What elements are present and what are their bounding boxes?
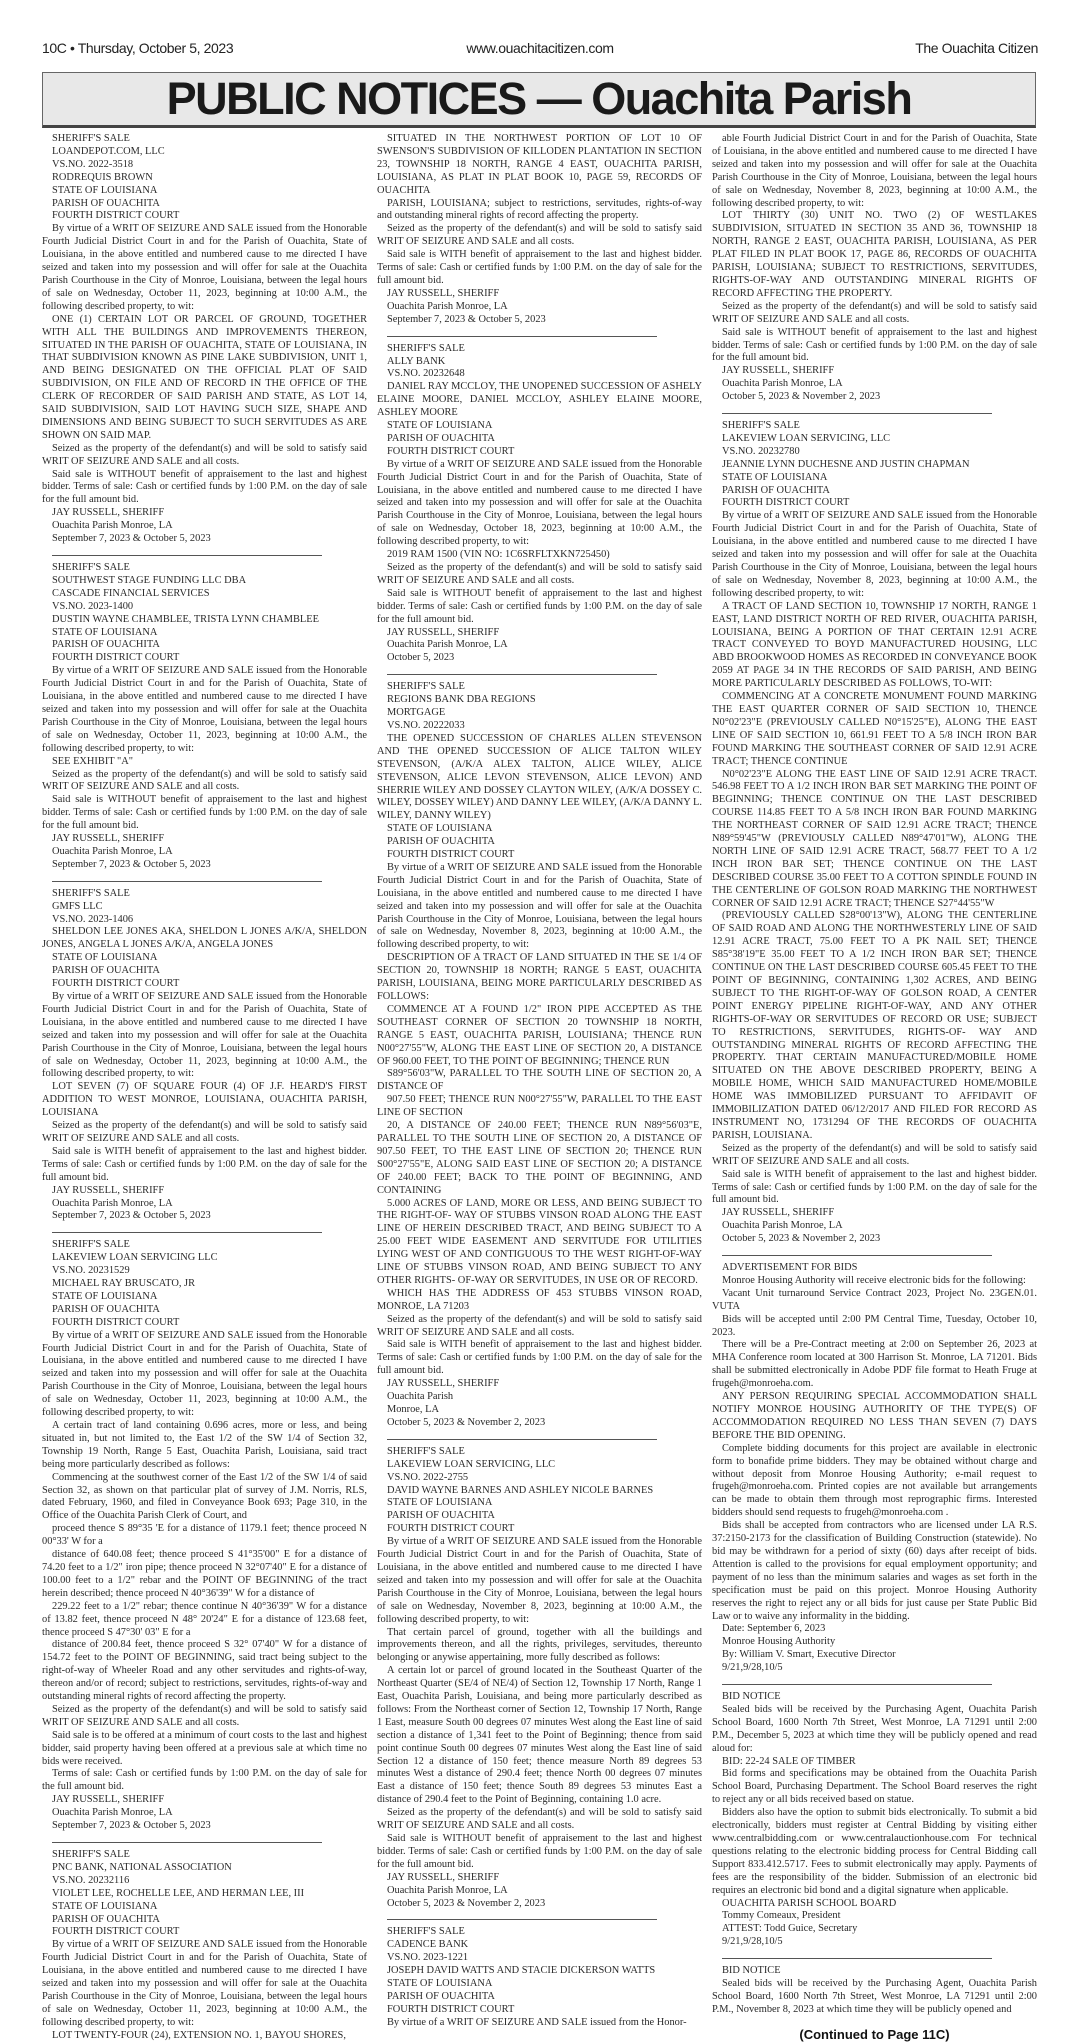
notice-paragraph: DANIEL RAY MCCLOY, THE UNOPENED SUCCESSION OF ASHELY ELAINE MOORE, DANIEL MCCLOY, ASHLEY ELAINE MOORE, ASHLEY MOORE (377, 381, 702, 419)
notice-paragraph: PARISH OF OUACHITA (52, 639, 160, 651)
notice-paragraph: STATE OF LOUISIANA (52, 626, 158, 638)
notice-paragraph: PARISH OF OUACHITA (387, 836, 495, 848)
notice-paragraph: STATE OF LOUISIANA (387, 1497, 493, 1509)
notice-paragraph: VS.NO. 20232780 (722, 445, 800, 457)
notice-paragraph: STATE OF LOUISIANA (387, 823, 493, 835)
notice-paragraph: VS.NO. 2023-1221 (387, 1952, 469, 1964)
notice-divider (52, 555, 322, 556)
notice-paragraph: COMMENCE AT A FOUND 1/2" IRON PIPE ACCEPTED AS THE SOUTHEAST CORNER OF SECTION 20 TOWNSHIP 18 NORTH, RANGE 5 EAST, OUACHITA PARISH, LOUISIANA; THENCE RUN N00°27'55"W, ALONG THE EAST LINE OF SECTION 20, A DISTANCE OF 960.00 FEET, TO THE POINT OF BEGINNING; THENCE RUN (377, 1003, 702, 1067)
notice-paragraph: S89°56'03"W, PARALLEL TO THE SOUTH LINE OF SECTION 20, A DISTANCE OF (377, 1068, 702, 1093)
notice-paragraph: FOURTH DISTRICT COURT (387, 445, 515, 457)
notice-paragraph: Commencing at the southwest corner of the East 1/2 of the SW 1/4 of said Section 32, as shown on that particular plat of survey of J.M. Norris, RLS, dated February, 1960, and filed in Conveyance Book 693; Page 310, in the Office of the Ouachita Parish Clerk of Court, and (42, 1471, 367, 1522)
notice-paragraph: That certain parcel of ground, together with all the buildings and improvements thereon, and all the rights, privileges, servitudes, thereunto belonging or anywise appertaining, more fully described as follows: (377, 1626, 702, 1664)
notice-paragraph: ADVERTISEMENT FOR BIDS (722, 1262, 858, 1274)
notice-paragraph: September 7, 2023 & October 5, 2023 (52, 1820, 211, 1832)
notice-paragraph: PARISH OF OUACHITA (387, 432, 495, 444)
notice-paragraph: SHERIFF'S SALE (387, 681, 465, 693)
notice-paragraph: JAY RUSSELL, SHERIFF (722, 365, 835, 377)
notice-paragraph: LAKEVIEW LOAN SERVICING, LLC (387, 1458, 556, 1470)
notice-paragraph: Ouachita Parish (387, 1391, 454, 1403)
notice-paragraph: Ouachita Parish Monroe, LA (387, 639, 508, 651)
notice-paragraph: Vacant Unit turnaround Service Contract 2023, Project No. 23GEN.01. VUTA (712, 1287, 1037, 1312)
notice-divider (387, 1919, 657, 1920)
notice-paragraph: By virtue of a WRIT OF SEIZURE AND SALE issued from the Honorable Fourth Judicial District Court in and for the Parish of Ouachita, State of Louisiana, in the above entitled and numbered cause to me directed I have seized and taken into my possession and will offer for sale at the Ouachita Parish Courthouse in the City of Monroe, Louisiana, between the legal hours of sale on Wednesday, October 11, 2023, beginning at 10:00 A.M., the following described property, to wit: (42, 1939, 367, 2028)
notice-paragraph: PARISH OF OUACHITA (722, 484, 830, 496)
page-date: 10C • Thursday, October 5, 2023 (42, 40, 234, 56)
notice-paragraph: CADENCE BANK (387, 1939, 469, 1951)
notice-paragraph: JAY RUSSELL, SHERIFF (52, 507, 165, 519)
notice-paragraph: Ouachita Parish Monroe, LA (722, 378, 843, 390)
notice-paragraph: VS.NO. 20222033 (387, 719, 465, 731)
notice-paragraph: distance of 200.84 feet, thence proceed S 32° 07'40" W for a distance of 154.72 feet to the POINT OF BEGINNING, said tract being subject to the right-of-way of Wheeler Road and any other servitudes and rights-of-way, thereon and/or of record; subject to restrictions, servitudes, rights-of-way and outstanding mineral rights of record affecting the property. (42, 1639, 367, 1703)
notice-paragraph: 5.000 ACRES OF LAND, MORE OR LESS, AND BEING SUBJECT TO THE RIGHT-OF- WAY OF STUBBS VINSON ROAD ALONG THE EAST LINE OF HEREIN DESCRIBED TRACT, AND BEING SUBJECT TO A 25.00 FEET WIDE EASEMENT AND SERVITUDE FOR UTILITIES LYING WEST OF AND CONTIGUOUS TO THE WEST RIGHT-OF-WAY LINE OF STUBBS VINSON ROAD, AND BEING SUBJECT TO ANY OTHER RIGHTS- OF-WAY OR SERVITUDES, IN USE OR OF RECORD. (377, 1197, 702, 1286)
notice-paragraph: SITUATED IN THE NORTHWEST PORTION OF LOT 10 OF SWENSON'S SUBDIVISION OF KILLODEN PLANTATION IN SECTION 23, TOWNSHIP 18 NORTH, RANGE 4 EAST, OUACHITA PARISH, LOUISIANA, AS PLAT IN PLAT BOOK 10, PAGE 59, RECORDS OF OUACHITA (377, 133, 702, 196)
notice-paragraph: Said sale is WITHOUT benefit of appraisement to the last and highest bidder. Terms of sale: Cash or certified funds by 1:00 P.M. on the day of sale for the full amount bid. (42, 468, 367, 506)
notice-paragraph: JAY RUSSELL, SHERIFF (387, 626, 500, 638)
notice-paragraph: SHERIFF'S SALE (52, 1849, 130, 1860)
notice-paragraph: STATE OF LOUISIANA (52, 1290, 158, 1302)
notice-divider (722, 1958, 992, 1959)
notice-paragraph: September 7, 2023 & October 5, 2023 (52, 533, 211, 545)
notice-paragraph: Seized as the property of the defendant(s) and will be sold to satisfy said WRIT OF SEIZURE AND SALE and all costs. (42, 442, 367, 467)
notice (42, 888, 367, 1224)
notice-paragraph: By virtue of a WRIT OF SEIZURE AND SALE issued from the Honorable Fourth Judicial District Court in and for the Parish of Ouachita, State of Louisiana, in the above entitled and numbered cause to me directed I have seized and taken into my possession and will offer for sale at the Ouachita Parish Courthouse in the City of Monroe, Louisiana, between the legal hours of sale on Wednesday, November 8, 2023, beginning at 10:00 A.M., the following described property, to wit: (377, 861, 702, 951)
notice-paragraph: Said sale is to be offered at a minimum of court costs to the last and highest bidder, said property having been offered at a previous sale at which time no bids were received. (42, 1729, 367, 1767)
notice-paragraph: By virtue of a WRIT OF SEIZURE AND SALE issued from the Honorable Fourth Judicial District Court in and for the Parish of Ouachita, State of Louisiana, in the above entitled and numbered cause to me directed I have seized and taken into my possession and will offer for sale at the Ouachita Parish Courthouse in the City of Monroe, Louisiana, between the legal hours of sale on Wednesday, November 8, 2023, beginning at 10:00 A.M., the following described property, to wit: (377, 1536, 702, 1625)
notice-paragraph: A certain lot or parcel of ground located in the Southeast Quarter of the Northeast Quarter (SE/4 of NE/4) of Section 12, Township 17 North, Range 1 East, Ouachita Parish, Louisiana, and being more particularly described as follows: From the Northeast corner of Section 12, Township 17 North, Range 1 East, measure South 00 degrees 07 minutes West along the East line of said section a distance of 1,341 feet to the Point of Beginning; thence from said point continue South 00 degrees 07 minutes West along the East line of said Section 12 a distance of 150 feet; thence measure North 89 degrees 53 minutes West a distance of 290.4 feet; thence North 00 degrees 07 minutes East a distance of 150 feet; thence South 89 degrees 53 minutes East a distance of 290.4 feet to the Point of Beginning, containing 1.0 acre. (377, 1665, 702, 1806)
notice-paragraph: BID NOTICE (722, 1691, 781, 1703)
section-banner (42, 72, 1036, 128)
notice-paragraph: PARISH OF OUACHITA (387, 1990, 495, 2002)
publication-name: The Ouachita Citizen (915, 40, 1038, 56)
notice-paragraph: COMMENCING AT A CONCRETE MONUMENT FOUND MARKING THE EAST QUARTER CORNER OF SAID SECTION 10, THENCE N0°02'23"E (PREVIOUSLY CALLED N0°15'25"E), ALONG THE EAST LINE OF SAID SECTION 10, 661.91 FEET TO A 5/8 INCH IRON BAR FOUND MARKING THE SOUTHEAST CORNER OF SAID 12.91 ACRE TRACT; THENCE CONTINUE (712, 691, 1037, 767)
notice-divider (52, 1232, 322, 1233)
notice-paragraph: JEANNIE LYNN DUCHESNE AND JUSTIN CHAPMAN (722, 458, 970, 470)
notice-paragraph: 907.50 FEET; THENCE RUN N00°27'55"W, PARALLEL TO THE EAST LINE OF SECTION (377, 1094, 702, 1119)
notice-paragraph: JAY RUSSELL, SHERIFF (52, 1184, 165, 1196)
masthead (42, 40, 1038, 60)
notice-paragraph: SHERIFF'S SALE (52, 562, 130, 573)
notice-paragraph: LOT TWENTY-FOUR (24), EXTENSION NO. 1, BAYOU SHORES, (52, 2029, 346, 2041)
notice-divider (722, 1255, 992, 1256)
notice-paragraph: Seized as the property of the defendant(s) and will be sold to satisfy said WRIT OF SEIZURE AND SALE and all costs. (42, 1703, 367, 1728)
notice-paragraph: STATE OF LOUISIANA (52, 184, 158, 196)
notice-paragraph: JOSEPH DAVID WATTS AND STACIE DICKERSON WATTS (387, 1965, 656, 1977)
notice-paragraph: JAY RUSSELL, SHERIFF (387, 1871, 500, 1883)
notice-paragraph: JAY RUSSELL, SHERIFF (722, 1207, 835, 1219)
notice-paragraph: THE OPENED SUCCESSION OF CHARLES ALLEN STEVENSON AND THE OPENED SUCCESSION OF ALICE TALTON WILEY STEVENSON, (A/K/A ALEX TALTON, ALICE WILEY, ALICE STEVENSON, ALICE LEVON STEVENSON, ALICE LEVON) AND SHERRIE WILEY AND DOSSEY CLAYTON WILEY, (A/K/A DOSSEY C. WILEY, DOSSEY WILEY) AND DANNY LEE WILEY, (A/K/A DANNY L. WILEY, DANNY WILEY) (377, 732, 702, 822)
notice-paragraph: PARISH OF OUACHITA (52, 1303, 160, 1315)
notice-paragraph: October 5, 2023 & November 2, 2023 (387, 1897, 546, 1909)
website-link[interactable]: www.ouachitacitizen.com (466, 40, 614, 56)
notice-paragraph: LOT SEVEN (7) OF SQUARE FOUR (4) OF J.F. HEARD'S FIRST ADDITION TO WEST MONROE, LOUISIANA, OUACHITA PARISH, LOUISIANA (42, 1081, 367, 1119)
notice-paragraph: Seized as the property of the defendant(s) and will be sold to satisfy said WRIT OF SEIZURE AND SALE and all costs. (712, 300, 1037, 325)
notice-paragraph: VS.NO. 20232648 (387, 368, 465, 380)
notice-paragraph: Bid forms and specifications may be obtained from the Ouachita Parish School Board, Purchasing Department. The School Board reserves the right to reject any or all bids received based on statue. (712, 1768, 1037, 1806)
column-1 (42, 133, 367, 2043)
notice-paragraph: By virtue of a WRIT OF SEIZURE AND SALE issued from the Honorable Fourth Judicial District Court in and for the Parish of Ouachita, State of Louisiana, in the above entitled and numbered cause to me directed I have seized and taken into my possession and will offer for sale at the Ouachita Parish Courthouse in the City of Monroe, Louisiana, between the legal hours of sale on Wednesday, October 18, 2023, beginning at 10:00 A.M., the following described property, to wit: (377, 458, 702, 548)
notice-paragraph: BID NOTICE (722, 1965, 781, 1977)
notice-paragraph: Bidders also have the option to submit bids electronically. To submit a bid electronically, bidders must register at Central Bidding by visiting either www.centralbidding.com or www.centralauctionhouse.com For technical questions relating to the electronic bidding process for Central Bidding call Support 833.412.5717. Fees to submit electronically may apply. Payments of fees are the responsibility of the bidder. Submission of an electronic bid requires an electronic bid bond and a digital signature when applicable. (712, 1807, 1037, 1896)
notice-paragraph: Ouachita Parish Monroe, LA (52, 1197, 173, 1209)
notice-paragraph: FOURTH DISTRICT COURT (387, 849, 515, 861)
notice-paragraph: October 5, 2023 & November 2, 2023 (722, 391, 881, 403)
notice-paragraph: JAY RUSSELL, SHERIFF (52, 1794, 165, 1806)
notice-paragraph: FOURTH DISTRICT COURT (52, 1316, 180, 1328)
notice-paragraph: October 5, 2023 & November 2, 2023 (722, 1233, 881, 1245)
notice-paragraph: FOURTH DISTRICT COURT (52, 652, 180, 664)
notice-paragraph: OUACHITA PARISH SCHOOL BOARD (722, 1897, 897, 1909)
notice-paragraph: By virtue of a WRIT OF SEIZURE AND SALE issued from the Honorable Fourth Judicial District Court in and for the Parish of Ouachita, State of Louisiana, in the above entitled and numbered cause to me directed I have seized and taken into my possession and will offer for sale at the Ouachita Parish Courthouse in the City of Monroe, Louisiana, between the legal hours of sale on Wednesday, October 11, 2023, beginning at 10:00 A.M., the following described property, to wit: (42, 991, 367, 1080)
notice-paragraph: Seized as the property of the defendant(s) and will be sold to satisfy said WRIT OF SEIZURE AND SALE and all costs. (42, 768, 367, 793)
notice-paragraph: 2019 RAM 1500 (VIN NO: 1C6SRFLTXKN725450) (387, 549, 610, 561)
notice-paragraph: FOURTH DISTRICT COURT (387, 2003, 515, 2015)
notice-paragraph: October 5, 2023 & November 2, 2023 (387, 1416, 546, 1428)
notice-paragraph: Said sale is WITH benefit of appraisement to the last and highest bidder. Terms of sale: Cash or certified funds by 1:00 P.M. on the day of sale for the full amount bid. (42, 1145, 367, 1183)
notice-paragraph: VIOLET LEE, ROCHELLE LEE, AND HERMAN LEE, III (52, 1887, 305, 1899)
notice-paragraph: SHERIFF'S SALE (52, 133, 130, 144)
notice-paragraph: JAY RUSSELL, SHERIFF (52, 833, 165, 845)
notice (712, 420, 1037, 1246)
notice-paragraph: SOUTHWEST STAGE FUNDING LLC DBA (52, 574, 247, 586)
notice-paragraph: MICHAEL RAY BRUSCATO, JR (52, 1278, 195, 1290)
notice-paragraph: LAKEVIEW LOAN SERVICING LLC (52, 1252, 218, 1264)
notice (377, 343, 702, 666)
notice-paragraph: 9/21,9/28,10/5 (722, 1662, 783, 1674)
notice-paragraph: Terms of sale: Cash or certified funds by 1:00 P.M. on the day of sale for the full amount bid. (42, 1768, 367, 1793)
notice-paragraph: DUSTIN WAYNE CHAMBLEE, TRISTA LYNN CHAMBLEE (52, 613, 319, 625)
notice (42, 1849, 367, 2043)
notice (377, 1446, 702, 1911)
notice-paragraph: STATE OF LOUISIANA (52, 1900, 158, 1912)
notice-paragraph: Bids will be accepted until 2:00 PM Central Time, Tuesday, October 10, 2023. (712, 1313, 1037, 1338)
notice-paragraph: DAVID WAYNE BARNES AND ASHLEY NICOLE BARNES (387, 1484, 654, 1496)
notice-paragraph: Seized as the property of the defendant(s) and will be sold to satisfy said WRIT OF SEIZURE AND SALE and all costs. (377, 562, 702, 586)
notice-paragraph: Seized as the property of the defendant(s) and will be sold to satisfy said WRIT OF SEIZURE AND SALE and all costs. (377, 223, 702, 248)
notice (377, 133, 702, 327)
notice-paragraph: FOURTH DISTRICT COURT (52, 1926, 180, 1938)
notice-paragraph: Sealed bids will be received by the Purchasing Agent, Ouachita Parish School Board, 1600 North 7th Street, West Monroe, LA 71291 until 2:00 P.M., December 5, 2023 at which time they will be publicly opened and read aloud for: (712, 1703, 1037, 1754)
notice (712, 133, 1037, 404)
notice (42, 133, 367, 546)
column-3 (712, 133, 1037, 2043)
notice (712, 1965, 1037, 2017)
notice-paragraph: CASCADE FINANCIAL SERVICES (52, 587, 210, 599)
notice-paragraph: (PREVIOUSLY CALLED S28°00'13"W), ALONG THE CENTERLINE OF SAID ROAD AND ALONG THE NORTHWESTERLY LINE OF SAID 12.91 ACRE TRACT, 75.00 FEET TO A PK NAIL SET; THENCE S85°38'19"E 35.00 FEET TO A 1/2 INCH IRON BAR SET; THENCE CONTINUE ON THE LAST DESCRIBED COURSE 605.45 FEET TO THE POINT OF BEGINNING, CONTAINING 1,302 ACRES, AND BEING SUBJECT TO THE RIGHT-OF-WAY OF GOLSON ROAD, A CENTER POINT ENERGY PIPELINE RIGHT-OF-WAY, AND ANY OTHER RIGHTS-OF-WAY OR SERVITUDES OF RECORD OR USE; SUBJECT TO RESTRICTIONS, SERVITUDES, RIGHTS-OF- WAY AND OUTSTANDING MINERAL RIGHTS OF RECORD AFFECTING THE PROPERTY. THAT CERTAIN MANUFACTURED/MOBILE HOME SITUATED ON THE ABOVE DESCRIBED PROPERTY, BEING A MOBILE HOME, WHICH SAID MANUFACTURED HOME/MOBILE HOME WAS IMMOBILIZED PURSUANT TO AFFIDAVIT OF IMMOBILIZATION DATED 06/12/2017 AND FILED FOR RECORD AS INSTRUMENT NO, 1731294 OF THE RECORDS OF OUACHITA PARISH, LOUISIANA. (712, 910, 1037, 1141)
notice-paragraph: SHERIFF'S SALE (52, 1239, 130, 1251)
notice-paragraph: SHERIFF'S SALE (52, 887, 130, 899)
notice-paragraph: Tommy Comeaux, President (722, 1910, 841, 1922)
notice-paragraph: Seized as the property of the defendant(s) and will be sold to satisfy said WRIT OF SEIZURE AND SALE and all costs. (377, 1807, 702, 1832)
notice-paragraph: PARISH OF OUACHITA (52, 197, 160, 209)
notice (42, 562, 367, 872)
notice-paragraph: FOURTH DISTRICT COURT (52, 978, 180, 990)
notice-paragraph: September 7, 2023 & October 5, 2023 (387, 313, 546, 325)
notice-paragraph: STATE OF LOUISIANA (387, 1978, 493, 1990)
notice-paragraph: ATTEST: Todd Guice, Secretary (722, 1923, 858, 1935)
notice-paragraph: Ouachita Parish Monroe, LA (722, 1220, 843, 1232)
notice-paragraph: LOT THIRTY (30) UNIT NO. TWO (2) OF WESTLAKES SUBDIVISION, SITUATED IN SECTION 35 AND 36, TOWNSHIP 18 NORTH, RANGE 2 EAST, OUACHITA PARISH, LOUISIANA, AS PER PLAT FILED IN PLAT BOOK 17, PAGE 86, RECORDS OF OUACHITA PARISH, LOUISIANA; SUBJECT TO RESTRICTIONS, SERVITUDES, RIGHTS-OF-WAY AND OUTSTANDING MINERAL RIGHTS OF RECORD AFFECTING THE PROPERTY. (712, 210, 1037, 299)
notice-paragraph: Seized as the property of the defendant(s) and will be sold to satisfy said WRIT OF SEIZURE AND SALE and all costs. (377, 1313, 702, 1338)
notice-paragraph: JAY RUSSELL, SHERIFF (387, 1378, 500, 1390)
notice-paragraph: VS.NO. 2023-1406 (52, 913, 134, 925)
notice-divider (52, 1842, 322, 1843)
notice-paragraph: There will be a Pre-Contract meeting at 2:00 on September 26, 2023 at MHA Conference room located at 300 Harrison St. Monroe, LA 71201. Bids shall be submitted electronically in Adobe PDF file format to Heath Fruge at frugeh@monroeha.com. (712, 1339, 1037, 1390)
notice-paragraph: Said sale is WITH benefit of appraisement to the last and highest bidder. Terms of sale: Cash or certified funds by 1:00 P.M. on the day of sale for the full amount bid. (377, 249, 702, 286)
notice-paragraph: Said sale is WITH benefit of appraisement to the last and highest bidder. Terms of sale: Cash or certified funds by 1:00 P.M. on the day of sale for the full amount bid. (377, 1339, 702, 1377)
notice-paragraph: PARISH OF OUACHITA (52, 1913, 160, 1925)
notice-paragraph: Ouachita Parish Monroe, LA (52, 845, 173, 857)
notice-paragraph: ONE (1) CERTAIN LOT OR PARCEL OF GROUND, TOGETHER WITH ALL THE BUILDINGS AND IMPROVEMENTS THEREON, SITUATED IN THE PARISH OF OUACHITA, STATE OF LOUISIANA, IN THAT SUBDIVISION KNOWN AS PINE LAKE SUBDIVISION, UNIT 1, AND BEING DESIGNATED ON THE OFFICIAL PLAT OF SAID SUBDIVISION, ON FILE AND OF RECORD IN THE OFFICE OF THE CLERK OF RECORDER OF SAID PARISH AND STATE, AS LOT 14, SAID SUBDIVISION, SAID LOT HAVING SUCH SIZE, SHAPE AND DIMENSIONS AND BEING SUBJECT TO SUCH SERVITUDES AS ARE SHOWN ON SAID MAP. (42, 313, 367, 441)
notice-paragraph: By virtue of a WRIT OF SEIZURE AND SALE issued from the Honor- (387, 2016, 687, 2028)
notice-paragraph: Ouachita Parish Monroe, LA (387, 1884, 508, 1896)
notice-paragraph: ANY PERSON REQUIRING SPECIAL ACCOMMODATION SHALL NOTIFY MONROE HOUSING AUTHORITY OF THE TYPE(S) OF ACCOMMODATION REQUIRED NO LESS THAN SEVEN (7) DAYS BEFORE THE BID OPENING. (712, 1391, 1037, 1441)
notice-paragraph: 20, A DISTANCE OF 240.00 FEET; THENCE RUN N89°56'03"E, PARALLEL TO THE SOUTH LINE OF SECTION 20, A DISTANCE OF 907.50 FEET, TO THE EAST LINE OF SECTION 20; THENCE RUN S00°27'55"E, ALONG SAID EAST LINE OF SECTION 20; A DISTANCE OF 240.00 FEET; BACK TO THE POINT OF BEGINNING, AND CONTAINING (377, 1120, 702, 1196)
notice-paragraph: By virtue of a WRIT OF SEIZURE AND SALE issued from the Honorable Fourth Judicial District Court in and for the Parish of Ouachita, State of Louisiana, in the above entitled and numbered cause to me directed I have seized and taken into my possession and will offer for sale at the Ouachita Parish Courthouse in the City of Monroe, Louisiana, between the legal hours of sale on Wednesday, October 11, 2023, beginning at 10:00 A.M., the following described property, to wit: (42, 665, 367, 754)
notice-paragraph: A TRACT OF LAND SECTION 10, TOWNSHIP 17 NORTH, RANGE 1 EAST, LAND DISTRICT NORTH OF RED RIVER, OUACHITA PARISH, LOUISIANA, BEING A PORTION OF THAT CERTAIN 12.91 ACRE TRACT CONVEYED TO BOYD MANUFACTURED HOUSING, LLC ABD BROOKWOOD HOMES AS RECORDED IN CONVEYANCE BOOK 2059 AT PAGE 34 IN THE RECORDS OF SAID PARISH, AND BEING MORE PARTICULARLY DESCRIBED AS FOLLOWS, TO-WIT: (712, 600, 1037, 690)
notice-paragraph: MORTGAGE (387, 707, 446, 719)
notice-divider (387, 1439, 657, 1440)
notice-paragraph: Monroe, LA (387, 1404, 439, 1415)
notice-paragraph: Seized as the property of the defendant(s) and will be sold to satisfy said WRIT OF SEIZURE AND SALE and all costs. (42, 1120, 367, 1144)
notice-paragraph: Ouachita Parish Monroe, LA (52, 520, 173, 532)
notice-paragraph: October 5, 2023 (387, 652, 455, 664)
notice-paragraph: LAKEVIEW LOAN SERVICING, LLC (722, 432, 891, 444)
notice-paragraph: FOURTH DISTRICT COURT (722, 497, 850, 509)
notice-paragraph: September 7, 2023 & October 5, 2023 (52, 1210, 211, 1222)
notice-paragraph: SEE EXHIBIT "A" (52, 755, 134, 767)
notice-paragraph: A certain tract of land containing 0.696 acres, more or less, and being situated in, but not limited to, the East 1/2 of the SW 1/4 of Section 32, Township 19 North, Range 5 East, Ouachita Parish, Louisiana, said tract being more particularly described as follows: (42, 1420, 367, 1470)
column-2 (377, 133, 702, 2030)
notice-paragraph: SHERIFF'S SALE (387, 342, 465, 354)
continued-note: (Continued to Page 11C) (799, 2026, 950, 2042)
notice-paragraph: DESCRIPTION OF A TRACT OF LAND SITUATED IN THE SE 1/4 OF SECTION 20, TOWNSHIP 18 NORTH; RANGE 5 EAST, OUACHITA PARISH, LOUISIANA, BEING MORE PARTICULARLY DESCRIBED AS FOLLOWS: (377, 952, 702, 1002)
notice-paragraph: Bids shall be accepted from contractors who are licensed under LA R.S. 37:2150-2173 for the classification of Building Construction (statewide). No bid may be withdrawn for a period of sixty (60) days after receipt of bids. Attention is called to the provisions for equal employment opportunity; and payment of no less than the minimum salaries and wages as set forth in the specification must be paid on this project. Monroe Housing Authority reserves the right to reject any or all bids for just cause per State Public Bid Law or to waive any informality in the bidding. (712, 1520, 1037, 1622)
notice-paragraph: SHERIFF'S SALE (387, 1926, 465, 1938)
notice-paragraph: Monroe Housing Authority will receive electronic bids for the following: (722, 1274, 1026, 1286)
notice-paragraph: SHERIFF'S SALE (722, 420, 800, 432)
notice (712, 1262, 1037, 1675)
notice-paragraph: STATE OF LOUISIANA (52, 952, 158, 964)
notice-divider (722, 1684, 992, 1685)
notices-columns (42, 133, 1038, 2043)
notice-paragraph: Monroe Housing Authority (722, 1636, 836, 1648)
notice-paragraph: VS.NO. 2023-1400 (52, 600, 134, 612)
notice-paragraph: VS.NO. 2022-2755 (387, 1471, 469, 1483)
notice-paragraph: able Fourth Judicial District Court in and for the Parish of Ouachita, State of Louisiana, in the above entitled and numbered cause to me directed I have seized and taken into my possession and will offer for sale at the Ouachita Parish Courthouse in the City of Monroe, Louisiana, between the legal hours of sale on Wednesday, November 8, 2023, beginning at 10:00 A.M., the following described property, to wit: (712, 133, 1037, 209)
notice-paragraph: VS.NO. 2022-3518 (52, 158, 134, 170)
notice-paragraph: Complete bidding documents for this project are available in electronic form to bonafide prime bidders. They may be obtained without charge and without deposit from Monroe Housing Authority; e-mail request to frugeh@monroeha.com. Printed copies are not available but arrangements can be made to obtain them through most reprographic firms. Interested bidders should send requests to frugeh@monroeha.com . (712, 1442, 1037, 1519)
notice (712, 1691, 1037, 1949)
notice-paragraph: LOANDEPOT.COM, LLC (52, 145, 165, 157)
notice-paragraph: distance of 640.08 feet; thence proceed S 41°35'00" E for a distance of 74.20 feet to a 1/2" iron pipe; thence proceed N 32°07'40" E for a distance of 100.00 feet to a 1/2" rebar and the POINT OF BEGINNING of the tract herein described; thence proceed N 40°36'39" W for a distance of (42, 1549, 367, 1599)
notice-paragraph: Said sale is WITHOUT benefit of appraisement to the last and highest bidder. Terms of sale: Cash or certified funds by 1:00 P.M. on the day of sale for the full amount bid. (377, 587, 702, 625)
notice-paragraph: PARISH OF OUACHITA (387, 1510, 495, 1522)
notice-paragraph: SHELDON LEE JONES AKA, SHELDON L JONES A/K/A, SHELDON JONES, ANGELA L JONES A/K/A, ANGELA JONES (42, 926, 367, 951)
notice-paragraph: Said sale is WITHOUT benefit of appraisement to the last and highest bidder. Terms of sale: Cash or certified funds by 1:00 P.M. on the day of sale for the full amount bid. (377, 1833, 702, 1870)
notice-paragraph: FOURTH DISTRICT COURT (387, 1523, 515, 1535)
notice-paragraph: Seized as the property of the defendant(s) and will be sold to satisfy said WRIT OF SEIZURE AND SALE and all costs. (712, 1142, 1037, 1167)
notice-paragraph: RODREQUIS BROWN (52, 171, 153, 183)
notice-divider (387, 674, 657, 675)
notice-paragraph: By virtue of a WRIT OF SEIZURE AND SALE issued from the Honorable Fourth Judicial District Court in and for the Parish of Ouachita, State of Louisiana, in the above entitled and numbered cause to me directed I have seized and taken into my possession and will offer for sale at the Ouachita Parish Courthouse in the City of Monroe, Louisiana, between the legal hours of sale on Wednesday, October 11, 2023, beginning at 10:00 A.M., the following described property, to wit: (42, 223, 367, 312)
notice (42, 1239, 367, 1833)
notice-paragraph: PNC BANK, NATIONAL ASSOCIATION (52, 1861, 232, 1873)
notice-paragraph: Said sale is WITH benefit of appraisement to the last and highest bidder. Terms of sale: Cash or certified funds by 1:00 P.M. on the day of sale for the full amount bid. (712, 1168, 1037, 1206)
notice-paragraph: GMFS LLC (52, 900, 103, 912)
notice-paragraph: N0°02'23"E ALONG THE EAST LINE OF SAID 12.91 ACRE TRACT. 546.98 FEET TO A 1/2 INCH IRON BAR SET MARKING THE POINT OF BEGINNING; THENCE CONTINUE ON THE LAST DESCRIBED COURSE 114.85 FEET TO A 5/8 INCH IRON BAR FOUND MARKING THE NORTHEAST CORNER OF SAID 12.91 ACRE TRACT; THENCE N89°59'45"W (PREVIOUSLY CALLED N89°47'01"W), ALONG THE NORTH LINE OF SAID 12.91 ACRE TRACT, 568.77 FEET TO A 1/2 INCH IRON BAR SET; THENCE CONTINUE ON THE LAST DESCRIBED COURSE 35.00 FEET TO A COTTON SPINDLE FOUND IN THE CENTERLINE OF GOLSON ROAD MARKING THE NORTHWEST CORNER OF SAID 12.91 ACRE TRACT; THENCE S27°44'55"W (712, 768, 1037, 909)
notice-paragraph: proceed thence S 89°35 'E for a distance of 1179.1 feet; thence proceed N 00°33' W for a (42, 1523, 367, 1548)
notice-divider (52, 881, 322, 882)
notice-paragraph: SHERIFF'S SALE (387, 1445, 465, 1457)
notice (377, 1926, 702, 2029)
notice-paragraph: Said sale is WITHOUT benefit of appraisement to the last and highest bidder. Terms of sale: Cash or certified funds by 1:00 P.M. on the day of sale for the full amount bid. (712, 326, 1037, 364)
notice-divider (387, 336, 657, 337)
notice-paragraph: Ouachita Parish Monroe, LA (387, 300, 508, 312)
notice-paragraph: VS.NO. 20232116 (52, 1874, 130, 1886)
notice-paragraph: By: William V. Smart, Executive Director (722, 1649, 896, 1661)
notice-paragraph: ALLY BANK (387, 355, 446, 367)
notice-divider (722, 413, 992, 414)
notice-paragraph: By virtue of a WRIT OF SEIZURE AND SALE issued from the Honorable Fourth Judicial District Court in and for the Parish of Ouachita, State of Louisiana, in the above entitled and numbered cause to me directed I have seized and taken into my possession and will offer for sale at the Ouachita Parish Courthouse in the City of Monroe, Louisiana, between the legal hours of sale on Wednesday, October 11, 2023, beginning at 10:00 A.M., the following described property, to wit: (42, 1329, 367, 1419)
notice-paragraph: JAY RUSSELL, SHERIFF (387, 287, 500, 299)
notice (377, 681, 702, 1430)
notice-paragraph: BID: 22-24 SALE OF TIMBER (722, 1755, 856, 1767)
notice-paragraph: STATE OF LOUISIANA (387, 420, 493, 432)
notice-paragraph: By virtue of a WRIT OF SEIZURE AND SALE issued from the Honorable Fourth Judicial District Court in and for the Parish of Ouachita, State of Louisiana, in the above entitled and numbered cause to me directed I have seized and taken into my possession and will offer for sale at the Ouachita Parish Courthouse in the City of Monroe, Louisiana, between the legal hours of sale on Wednesday, November 8, 2023, beginning at 10:00 A.M., the following described property, to wit: (712, 510, 1037, 599)
notice-paragraph: Said sale is WITHOUT benefit of appraisement to the last and highest bidder. Terms of sale: Cash or certified funds by 1:00 P.M. on the day of sale for the full amount bid. (42, 794, 367, 832)
notice-paragraph: Ouachita Parish Monroe, LA (52, 1807, 173, 1819)
notice-paragraph: Date: September 6, 2023 (722, 1623, 826, 1635)
notice-paragraph: REGIONS BANK DBA REGIONS (387, 694, 536, 706)
notice-paragraph: PARISH OF OUACHITA (52, 965, 160, 977)
notice-paragraph: 229.22 feet to a 1/2" rebar; thence continue N 40°36'39" W for a distance of 13.82 feet, thence proceed N 48° 20'24" E for a distance of 123.68 feet, thence proceed S 47°30' 03" E for a (42, 1600, 367, 1638)
notice-paragraph: WHICH HAS THE ADDRESS OF 453 STUBBS VINSON ROAD, MONROE, LA 71203 (377, 1287, 702, 1312)
section-title: PUBLIC NOTICES — Ouachita Parish (166, 73, 912, 124)
notice-paragraph: FOURTH DISTRICT COURT (52, 210, 180, 222)
notice-paragraph: 9/21,9/28,10/5 (722, 1936, 783, 1948)
notice-paragraph: STATE OF LOUISIANA (722, 471, 828, 483)
notice-paragraph: September 7, 2023 & October 5, 2023 (52, 858, 211, 870)
notice-paragraph: PARISH, LOUISIANA; subject to restrictions, servitudes, rights-of-way and outstanding mineral rights of record affecting the property. (377, 197, 702, 222)
notice-paragraph: Sealed bids will be received by the Purchasing Agent, Ouachita Parish School Board, 1600 North 7th Street, West Monroe, LA 71291 until 2:00 P.M., November 8, 2023 at which time they will be publicly opened and (712, 1978, 1037, 2015)
notice-paragraph: VS.NO. 20231529 (52, 1265, 130, 1277)
